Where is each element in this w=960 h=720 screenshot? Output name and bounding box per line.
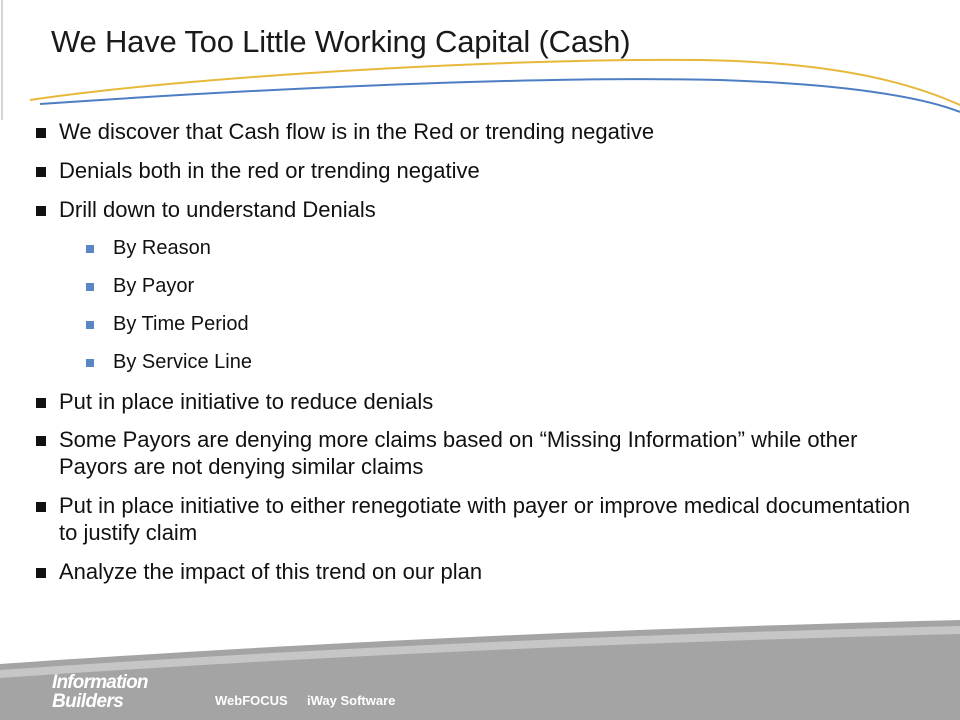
bullet-square-icon [36, 167, 46, 177]
gold-curve [30, 60, 960, 105]
bullet-item [36, 426, 916, 480]
sub-bullet-square-icon [86, 245, 94, 253]
bullet-item [36, 196, 916, 223]
sub-bullet-square-icon [86, 283, 94, 291]
bullet-square-icon [36, 502, 46, 512]
bullet-text: Put in place initiative to either renegotiate with payer or improve medical documentation to justify claim [59, 493, 911, 545]
bullet-text: We discover that Cash flow is in the Red or trending negative [59, 119, 655, 144]
sub-bullet-item [36, 274, 916, 298]
sub-bullet-text: By Service Line [113, 351, 252, 373]
bullet-item [36, 492, 916, 546]
bullet-square-icon [36, 398, 46, 408]
sub-bullet-text: By Time Period [113, 313, 249, 335]
slide-title: We Have Too Little Working Capital (Cash) [51, 24, 631, 59]
logo-line1: Information [52, 672, 148, 693]
bullet-text: Drill down to understand Denials [59, 197, 376, 222]
product-webfocus: WebFOCUS [215, 693, 288, 708]
bullet-item [36, 558, 916, 585]
header-curves [0, 0, 960, 120]
bullet-square-icon [36, 206, 46, 216]
bullet-square-icon [36, 436, 46, 446]
sub-bullet-text: By Payor [113, 275, 195, 297]
bullet-text: Analyze the impact of this trend on our plan [59, 559, 483, 584]
bullet-text: Put in place initiative to reduce denials [59, 389, 434, 414]
logo-line2: Builders [52, 691, 124, 712]
bullet-square-icon [36, 568, 46, 578]
sub-bullet-item [36, 350, 916, 374]
bullet-item [36, 157, 916, 184]
sub-bullet-text: By Reason [113, 237, 211, 259]
sub-bullet-square-icon [86, 321, 94, 329]
sub-bullet-square-icon [86, 359, 94, 367]
product-iway: iWay Software [307, 693, 396, 708]
sub-bullet-item [36, 236, 916, 260]
bullet-list [36, 112, 916, 585]
bullet-text: Denials both in the red or trending negative [59, 158, 480, 183]
bullet-item [36, 118, 916, 145]
footer-band [0, 620, 960, 720]
sub-bullet-item [36, 312, 916, 336]
bullet-item [36, 388, 916, 415]
bullet-square-icon [36, 128, 46, 138]
bullet-text: Some Payors are denying more claims based on “Missing Information” while other Payors are not denying similar claims [59, 427, 858, 479]
